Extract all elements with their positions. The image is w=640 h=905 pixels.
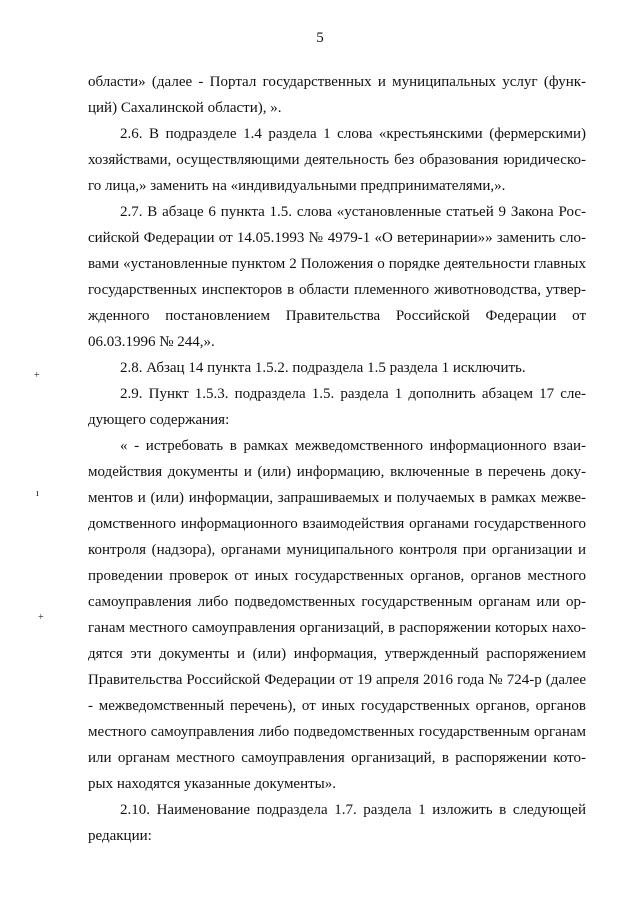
body-line: модействия документы и (или) информацию, включенные в перечень доку-: [88, 464, 586, 480]
body-line: вами «установленные пунктом 2 Положения о порядке деятельности главных: [88, 256, 586, 272]
body-line: домственного информационного взаимодействия органами государственного: [88, 516, 586, 532]
body-line: государственных инспекторов в области племенного животноводства, утвер-: [88, 282, 586, 298]
body-line: редакции:: [88, 828, 152, 844]
body-line: рых находятся указанные документы».: [88, 776, 336, 792]
body-line: самоуправления либо подведомственных государственным органам или ор-: [88, 594, 586, 610]
body-line: 2.10. Наименование подраздела 1.7. раздела 1 изложить в следующей: [120, 802, 586, 818]
body-line: 2.6. В подразделе 1.4 раздела 1 слова «крестьянскими (фермерскими): [120, 126, 586, 142]
body-line: ганам местного самоуправления организаций, в распоряжении которых нахо-: [88, 620, 586, 636]
body-line: жденного постановлением Правительства Российской Федерации от: [88, 308, 586, 324]
body-line: дятся эти документы и (или) информация, утвержденный распоряжением: [88, 646, 586, 662]
margin-mark: +: [34, 370, 40, 381]
body-line: 06.03.1996 № 244,».: [88, 334, 215, 350]
margin-mark: +: [38, 612, 44, 623]
body-line: хозяйствами, осуществляющими деятельность без образования юридическо-: [88, 152, 586, 168]
body-line: 2.7. В абзаце 6 пункта 1.5. слова «установленные статьей 9 Закона Рос-: [120, 204, 586, 220]
body-line: Правительства Российской Федерации от 19 апреля 2016 года № 724-р (далее: [88, 672, 586, 688]
body-line: контроля (надзора), органами муниципального контроля при организации и: [88, 542, 586, 558]
body-line: проведении проверок от иных государственных органов, органов местного: [88, 568, 586, 584]
body-line: - межведомственный перечень), от иных государственных органов, органов: [88, 698, 586, 714]
body-line: области» (далее - Портал государственных и муниципальных услуг (функ-: [88, 74, 586, 90]
body-line: 2.9. Пункт 1.5.3. подраздела 1.5. раздела 1 дополнить абзацем 17 сле-: [120, 386, 586, 402]
body-line: ментов и (или) информации, запрашиваемых и получаемых в рамках межве-: [88, 490, 586, 506]
body-line: 2.8. Абзац 14 пункта 1.5.2. подраздела 1.5 раздела 1 исключить.: [120, 360, 526, 376]
body-line: сийской Федерации от 14.05.1993 № 4979-1 «О ветеринарии»» заменить сло-: [88, 230, 586, 246]
page-number: 5: [316, 30, 324, 46]
body-line: или органам местного самоуправления организаций, в распоряжении кото-: [88, 750, 586, 766]
body-line: дующего содержания:: [88, 412, 230, 428]
body-line: го лица,» заменить на «индивидуальными предпринимателями,».: [88, 178, 506, 194]
body-line: местного самоуправления либо подведомственных государственным органам: [88, 724, 586, 740]
body-line: « - истребовать в рамках межведомственного информационного взаи-: [120, 438, 586, 454]
margin-mark: ı: [36, 488, 39, 499]
body-line: ций) Сахалинской области), ».: [88, 100, 282, 116]
